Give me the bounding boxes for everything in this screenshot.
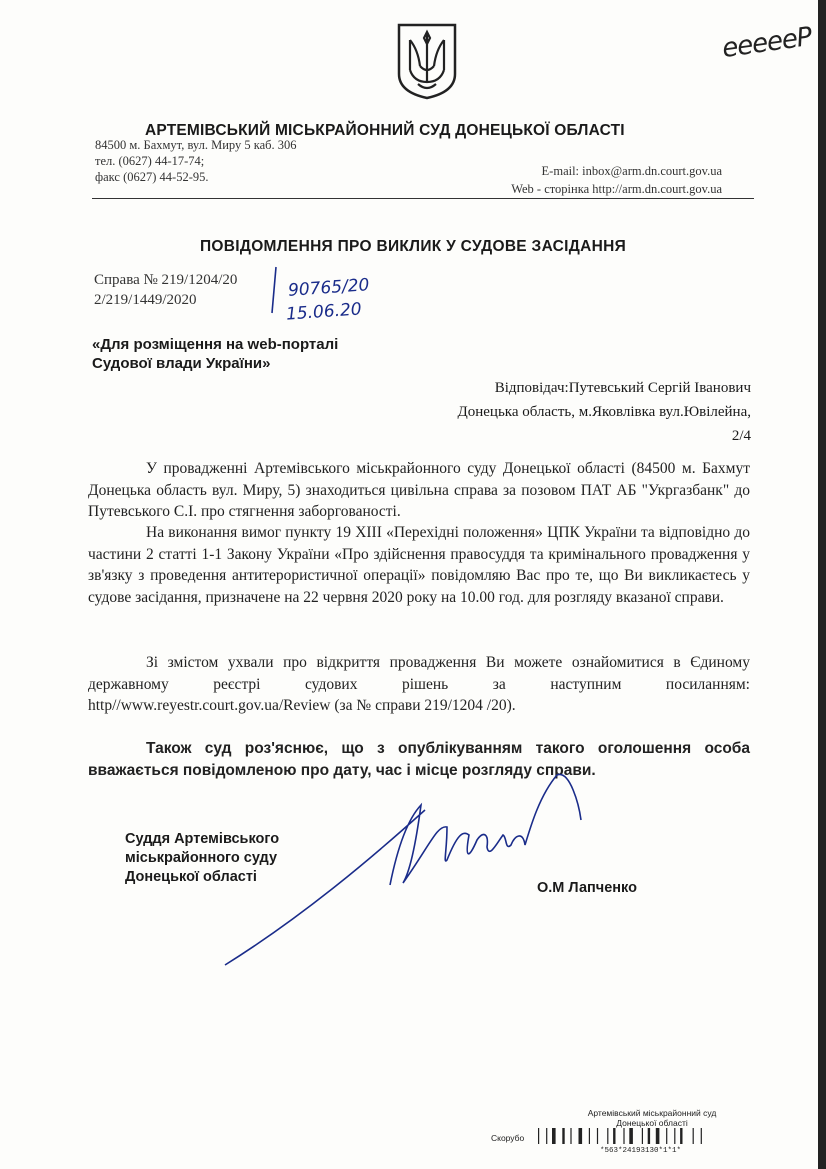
judge-title-line1: Суддя Артемівського xyxy=(125,831,280,847)
body-paragraph-registry: Зі змістом ухвали про відкриття провадження Ви можете ознайомитися в Єдиному державному реєстрі судових рішень за наступним посиланням: http//www.reyestr.court.gov.ua/Review (за № справи 219/1204 /20). xyxy=(88,654,750,714)
placement-note-line2: Судової влади України» xyxy=(92,355,271,372)
case-number: Справа № 219/1204/20 xyxy=(94,272,238,288)
judge-title xyxy=(125,830,279,887)
body-paragraph-summons: На виконання вимог пункту 19 XIII «Перехідні положення» ЦПК України та відповідно до частини 2 статті 1-1 Закону України «Про здійснення правосуддя та кримінального провадження у зв'язку з проведення антитерористичної операції» повідомляю Вас про те, що Ви викликаєтесь у судове засідання, призначене на 22 червня 2020 року на 10.00 год. для розгляду вказаної справи. xyxy=(88,524,750,606)
scan-page-edge xyxy=(818,0,826,1169)
placement-note-line1: «Для розміщення на web-порталі xyxy=(92,336,339,353)
footer-line1: Артемівський міськрайонний суд xyxy=(587,1108,717,1118)
court-fax: факс (0627) 44-52-95. xyxy=(95,170,209,184)
handwritten-incoming-date: 15.06.20 xyxy=(285,299,363,325)
handwritten-incoming-number: 90765/20 xyxy=(287,275,371,301)
handwritten-registration-number: еееееР xyxy=(720,21,814,65)
footer-line2: Донецької області xyxy=(616,1118,688,1128)
footer-court-stamp xyxy=(572,1108,732,1128)
respondent-name: Відповідач:Путевський Сергій Іванович xyxy=(494,380,751,396)
court-email: E-mail: inbox@arm.dn.court.gov.ua xyxy=(541,164,722,178)
proceeding-number: 2/219/1449/2020 xyxy=(94,292,197,308)
handwritten-slash xyxy=(270,265,278,315)
respondent-address: Донецька область, м.Яковлівка вул.Ювілейна, xyxy=(457,404,751,420)
judge-title-line2: міськрайонного суду xyxy=(125,850,278,866)
barcode-label: Скорубо xyxy=(491,1133,525,1143)
barcode-text: *563*24193130*1*1* xyxy=(600,1147,682,1155)
court-name: АРТЕМІВСЬКИЙ МІСЬКРАЙОННИЙ СУД ДОНЕЦЬКОЇ ОБЛАСТІ xyxy=(145,122,625,139)
court-phone: тел. (0627) 44-17-74; xyxy=(95,154,205,168)
judge-name: О.М Лапченко xyxy=(537,880,637,896)
court-website: Web - сторінка http://arm.dn.court.gov.ua xyxy=(511,182,722,196)
respondent-address-number: 2/4 xyxy=(731,428,751,444)
coat-of-arms-icon xyxy=(396,22,458,100)
court-address: 84500 м. Бахмут, вул. Миру 5 каб. 306 xyxy=(95,138,297,152)
header-divider xyxy=(92,198,754,199)
body-paragraph-proceeding: У провадженні Артемівського міськрайонного суду Донецької області (84500 м. Бахмут Донецька область вул. Миру, 5) знаходиться цивільна справа за позовом ПАТ АБ "Укргазбанк" до Путевського С.І. про стягнення заборгованості. xyxy=(88,460,750,520)
document-title: ПОВІДОМЛЕННЯ ПРО ВИКЛИК У СУДОВЕ ЗАСІДАННЯ xyxy=(199,238,627,255)
barcode xyxy=(538,1128,768,1144)
judge-title-line3: Донецької області xyxy=(125,869,257,885)
body-paragraph-notice: Також суд роз'яснює, що з опублікуванням такого оголошення особа вважається повідомленою про дату, час і місце розгляду справи. xyxy=(88,740,750,779)
